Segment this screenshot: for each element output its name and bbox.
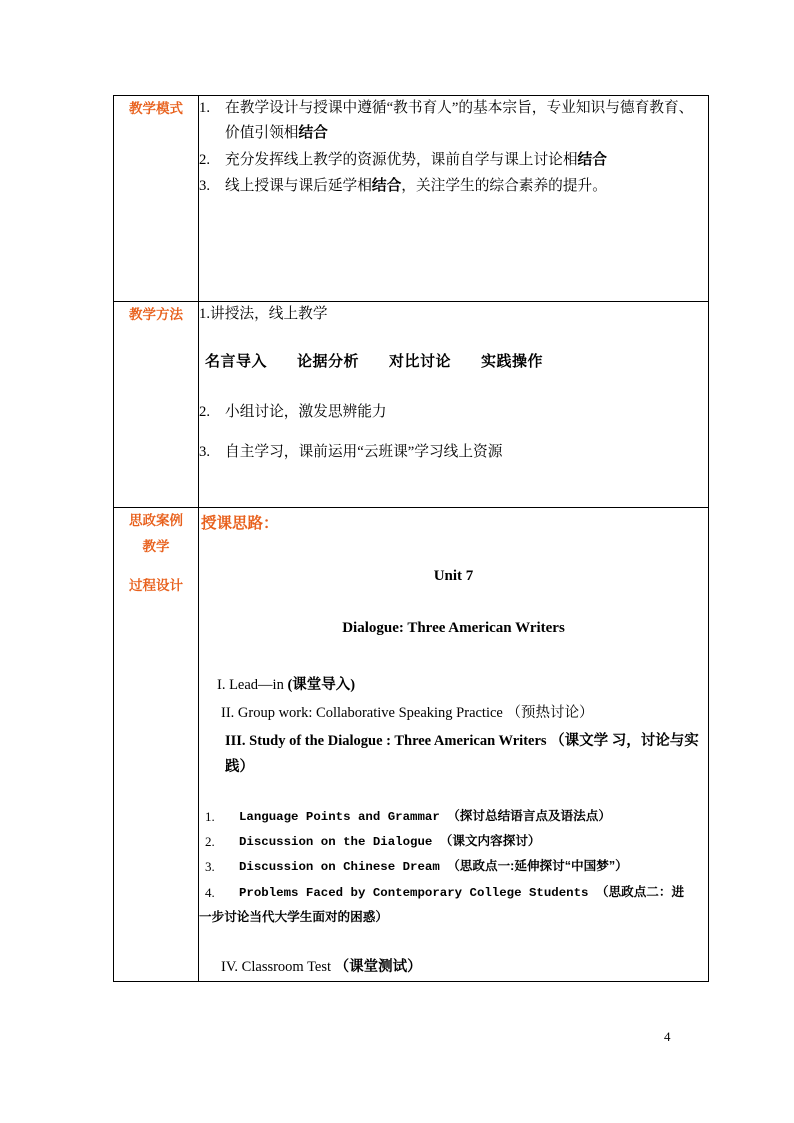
list-item-number: 1. [205,809,215,824]
list-item-number: 2. [199,151,211,168]
teaching-method-item [199,440,708,466]
list-item-number: 3. [199,443,211,460]
unit-title: Unit 7 [433,568,474,585]
list-item-emphasis: 结合 [371,177,402,194]
teaching-mode-list [199,96,708,199]
list-item-cn: （探讨总结语言点及语法点） [447,809,611,823]
outline-item-4 [221,955,708,980]
list-item-number: 3. [205,859,215,875]
teaching-method-item [199,400,708,426]
page-number: 4 [664,1029,671,1044]
keyword-3: 对比讨论 [389,354,452,371]
list-item-text: 小组讨论，激发思辨能力 [225,403,387,420]
list-item-en: Discussion on the Dialogue [239,835,440,850]
outline-item-2-en: II. Group work: Collaborative Speaking Practice [221,704,507,721]
outline-item-1 [217,672,708,698]
list-item-en: Discussion on Chinese Dream [239,860,448,875]
list-item [199,829,708,854]
row-label-line-3: 过程设计 [129,578,183,594]
teaching-method-keywords [205,349,708,375]
outline-item-2 [221,700,708,726]
outline-item-3-en: III. Study of the Dialogue : Three American Writers [225,732,551,749]
row-label-line-2: 教学 [142,538,170,554]
list-item [199,148,708,173]
list-item [199,880,708,905]
list-item-number: 2. [199,403,211,420]
lesson-plan-table [113,95,709,982]
teaching-method-line-1: 1.讲授法，线上教学 [199,306,328,322]
table-row-ideological-case [114,508,709,982]
keyword-2: 论据分析 [297,354,360,371]
table-row-teaching-mode [114,96,709,302]
row-content-ideological-case [199,508,709,982]
list-item-text: 线上授课与课后延学相 [225,177,372,194]
list-item-number: 4. [205,884,215,900]
row-label-line-1: 思政案例 [129,513,183,528]
outline-item-3 [225,728,708,780]
row-label-ideological-case [114,508,199,982]
row-content-teaching-mode [199,96,709,302]
list-item-emphasis: 结合 [298,125,328,142]
list-item-text: 充分发挥线上教学的资源优势，课前自学与课上讨论相 [225,151,578,168]
outline-item-4-cn: （课堂测试） [334,959,422,976]
list-item-number: 2. [205,834,215,850]
list-item-number: 1. [199,100,211,116]
list-item-cn: （思政点二：进 [595,884,685,899]
row-label-teaching-mode: 教学模式 [114,96,199,302]
list-item-cn: （思政点一:延伸探讨“中国梦”） [447,859,628,874]
list-item [199,174,708,199]
outline-item-3-cn: （课文学 习，讨论与实践） [225,732,699,775]
outline-item-1-en: I. Lead—in [217,676,288,693]
outline-item-1-cn: (课堂导入) [287,676,356,693]
list-item-en: Language Points and Grammar [239,810,448,824]
list-item-text-after: ，关注学生的综合素养的提升。 [401,177,607,194]
table-row-teaching-method [114,302,709,508]
list-item-text: 在教学设计与授课中遵循“教书育人”的基本宗旨，专业知识与德育教育、价值引领相 [225,100,694,142]
list-item-emphasis: 结合 [577,151,607,168]
list-item-en: Problems Faced by Contemporary College Students [239,885,596,900]
outline-item-4-en: IV. Classroom Test [221,959,335,976]
outline-item-2-cn: （预热讨论） [506,704,594,721]
list-item [199,96,708,147]
list-item [199,854,708,879]
list-item-text: 自主学习，课前运用“云班课”学习线上资源 [225,443,503,460]
keyword-4: 实践操作 [481,354,544,371]
row-content-teaching-method [199,302,709,508]
list-item-number: 3. [199,177,211,194]
sub-items-continuation: 一步讨论当代大学生面对的困惑） [199,909,388,924]
list-item-cn: （课文内容探讨） [439,834,541,849]
keyword-1: 名言导入 [205,354,268,371]
list-item [199,804,708,829]
sub-items-list [199,804,708,905]
teaching-approach-heading: 授课思路： [201,515,279,532]
row-label-teaching-method: 教学方法 [114,302,199,508]
dialogue-title: Dialogue: Three American Writers [342,620,565,637]
